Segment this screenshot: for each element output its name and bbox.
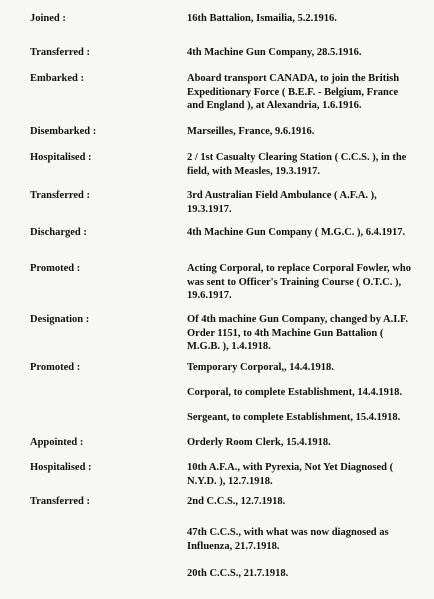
entry-label: Hospitalised : [30, 152, 92, 163]
entry-value: 3rd Australian Field Ambulance ( A.F.A. ), 19.3.1917. [187, 190, 377, 215]
entry-value: Aboard transport CANADA, to join the British Expeditionary Force ( B.E.F. - Belgium, France and England ), at Alexandria, 1.6.1916. [187, 73, 400, 111]
entry-value: Acting Corporal, to replace Corporal Fowler, who was sent to Officer's Training Course ( O.T.C. ), 19.6.1917. [187, 263, 411, 301]
entry-value: 2nd C.C.S., 12.7.1918. [187, 496, 286, 507]
entry-value: 20th C.C.S., 21.7.1918. [187, 568, 289, 579]
entry-label: Discharged : [30, 227, 87, 238]
entry-value: 47th C.C.S., with what was now diagnosed as Influenza, 21.7.1918. [187, 527, 389, 552]
entry-value: Sergeant, to complete Establishment, 15.4.1918. [187, 412, 401, 423]
entry-label: Promoted : [30, 362, 81, 373]
entry-value: 16th Battalion, Ismailia, 5.2.1916. [187, 13, 337, 24]
entry-value: 4th Machine Gun Company, 28.5.1916. [187, 47, 362, 58]
entry-value: Of 4th machine Gun Company, changed by A.I.F. Order 1151, to 4th Machine Gun Battalion ( M.G.B. ), 1.4.1918. [187, 314, 409, 352]
entry-value: Orderly Room Clerk, 15.4.1918. [187, 437, 331, 448]
entry-value: Corporal, to complete Establishment, 14.4.1918. [187, 387, 402, 398]
entry-label: Transferred : [30, 47, 90, 58]
entry-value: Temporary Corporal,, 14.4.1918. [187, 362, 334, 373]
entry-value: 2 / 1st Casualty Clearing Station ( C.C.S. ), in the field, with Measles, 19.3.1917. [187, 152, 407, 177]
entry-label: Embarked : [30, 73, 84, 84]
entry-label: Promoted : [30, 263, 81, 274]
entry-label: Appointed : [30, 437, 84, 448]
entry-label: Designation : [30, 314, 90, 325]
entry-value: 4th Machine Gun Company ( M.G.C. ), 6.4.1917. [187, 227, 406, 238]
entry-label: Transferred : [30, 496, 90, 507]
entry-value: Marseilles, France, 9.6.1916. [187, 126, 315, 137]
entry-value: 10th A.F.A., with Pyrexia, Not Yet Diagnosed ( N.Y.D. ), 12.7.1918. [187, 462, 394, 487]
entry-label: Hospitalised : [30, 462, 92, 473]
entry-label: Joined : [30, 13, 66, 24]
entry-label: Disembarked : [30, 126, 97, 137]
entry-label: Transferred : [30, 190, 90, 201]
